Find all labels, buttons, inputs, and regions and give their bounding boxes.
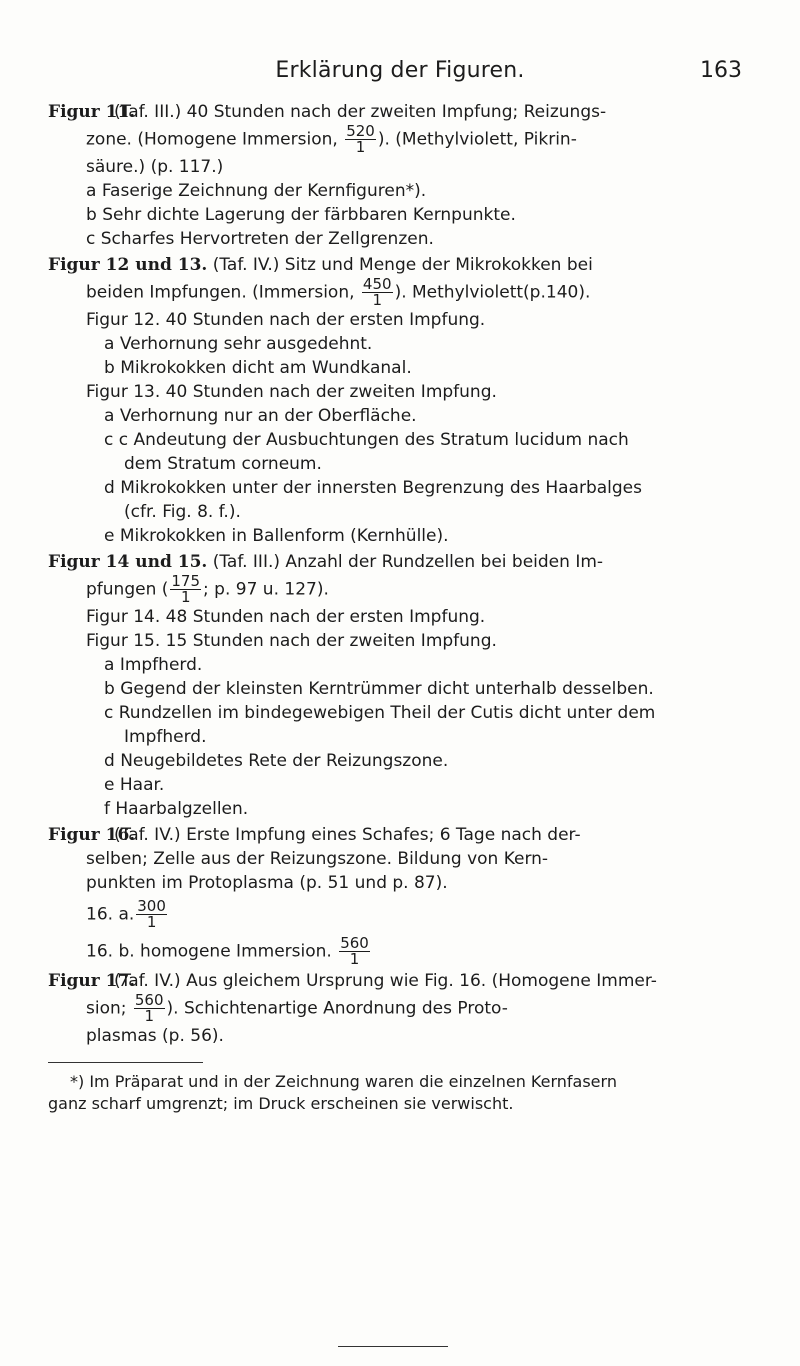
list-item-continuation: (cfr. Fig. 8. f.).: [124, 502, 241, 522]
fraction-denominator: 1: [146, 913, 157, 931]
list-item-continuation: Impfherd.: [124, 727, 207, 747]
entry-figur-14-15: [48, 550, 738, 821]
entry-figur-12-13: [48, 253, 738, 548]
entry-line: [48, 253, 738, 277]
list-item-continuation: dem Stratum corneum.: [124, 454, 322, 474]
list-item: c Rundzellen im bindegewebigen Theil der Cutis dicht unter dem: [104, 703, 656, 723]
figure-label: Figur 11.: [48, 102, 136, 122]
fraction-numerator: 520: [346, 122, 375, 140]
entry-text: sion;: [86, 998, 132, 1019]
entry-text: ; p. 97 u. 127).: [203, 579, 329, 600]
magnification-fraction: [134, 993, 165, 1024]
page-header: [0, 58, 800, 88]
entry-text: (Taf. IV.) Sitz und Menge der Mikrokokken bei: [212, 255, 593, 275]
fraction-denominator: 1: [372, 291, 383, 309]
subfigure-line: [86, 936, 738, 967]
fraction-denominator: 1: [349, 950, 360, 968]
entry-line: (Taf. IV.) Erste Impfung eines Schafes; 6 Tage nach der-: [114, 825, 581, 845]
figure-label: Figur 17.: [48, 971, 136, 991]
figure-label: Figur 12 und 13.: [48, 255, 208, 275]
entry-line: [86, 124, 738, 155]
list-item: b Mikrokokken dicht am Wundkanal.: [104, 358, 412, 378]
entry-line: (Taf. III.) 40 Stunden nach der zweiten Impfung; Reizungs-: [114, 102, 607, 122]
subfigure-title: Figur 12. 40 Stunden nach der ersten Impfung.: [86, 310, 486, 330]
footnote: [48, 1071, 738, 1115]
fraction-numerator: 560: [340, 934, 369, 952]
list-item: b Sehr dichte Lagerung der färbbaren Kernpunkte.: [86, 205, 516, 225]
entry-text: beiden Impfungen. (Immersion,: [86, 282, 360, 303]
subfigure-title: Figur 15. 15 Stunden nach der zweiten Impfung.: [86, 631, 497, 651]
figure-explanations: [48, 100, 738, 1115]
list-item: c Scharfes Hervortreten der Zellgrenzen.: [86, 229, 434, 249]
page-number: 163: [700, 58, 742, 83]
entry-text: ). Schichtenartige Anordnung des Proto-: [166, 998, 508, 1019]
magnification-fraction: [170, 574, 201, 605]
list-item: a Impfherd.: [104, 655, 203, 675]
subfigure-label: 16. a.: [86, 904, 135, 925]
entry-figur-16: [48, 823, 738, 967]
footnote-line: ganz scharf umgrenzt; im Druck erscheinen sie verwischt.: [48, 1094, 514, 1113]
fraction-numerator: 450: [362, 275, 392, 293]
subfigure-title: Figur 14. 48 Stunden nach der ersten Impfung.: [86, 607, 486, 627]
entry-line: säure.) (p. 117.): [86, 157, 224, 177]
subfigure-label: 16. b. homogene Immersion.: [86, 941, 332, 962]
entry-line: selben; Zelle aus der Reizungszone. Bildung von Kern-: [86, 849, 549, 869]
entry-line: punkten im Protoplasma (p. 51 und p. 87).: [86, 873, 448, 893]
figure-label: Figur 16.: [48, 825, 136, 845]
entry-line: (Taf. IV.) Aus gleichem Ursprung wie Fig. 16. (Homogene Immer-: [114, 971, 657, 991]
list-item: f Haarbalgzellen.: [104, 799, 249, 819]
subfigure-line: [86, 899, 738, 930]
entry-text: pfungen (: [86, 579, 169, 600]
fraction-numerator: 300: [137, 897, 166, 915]
entry-line: [86, 277, 738, 308]
bottom-rule: [338, 1346, 448, 1347]
entry-line: [86, 993, 738, 1024]
list-item: e Mikrokokken in Ballenform (Kernhülle).: [104, 526, 449, 546]
list-item: c c Andeutung der Ausbuchtungen des Stratum lucidum nach: [104, 430, 629, 450]
fraction-denominator: 1: [180, 588, 191, 606]
subfigure-title: Figur 13. 40 Stunden nach der zweiten Impfung.: [86, 382, 497, 402]
entry-figur-11: [48, 100, 738, 251]
fraction-denominator: 1: [355, 138, 366, 156]
footnote-separator: [48, 1062, 203, 1063]
entry-figur-17: [48, 969, 738, 1048]
magnification-fraction: [362, 277, 393, 308]
entry-line: plasmas (p. 56).: [86, 1026, 224, 1046]
running-title: Erklärung der Figuren.: [275, 58, 525, 83]
entry-line: [86, 574, 738, 605]
fraction-denominator: 1: [144, 1007, 154, 1025]
fraction-numerator: 560: [134, 991, 164, 1009]
list-item: d Mikrokokken unter der innersten Begrenzung des Haarbalges: [104, 478, 642, 498]
fraction-numerator: 175: [171, 572, 201, 590]
list-item: d Neugebildetes Rete der Reizungszone.: [104, 751, 449, 771]
list-item: a Faserige Zeichnung der Kernfiguren*).: [86, 181, 427, 201]
magnification-fraction: [136, 899, 167, 930]
magnification-fraction: [339, 936, 370, 967]
list-item: a Verhornung sehr ausgedehnt.: [104, 334, 373, 354]
magnification-fraction: [345, 124, 376, 155]
list-item: b Gegend der kleinsten Kerntrümmer dicht unterhalb desselben.: [104, 679, 654, 699]
entry-text: zone. (Homogene Immersion,: [86, 129, 344, 150]
entry-text: ). Methylviolett(p.140).: [394, 282, 591, 303]
entry-text: ). (Methylviolett, Pikrin-: [377, 129, 577, 150]
list-item: e Haar.: [104, 775, 165, 795]
entry-line: [48, 550, 738, 574]
footnote-line: *) Im Präparat und in der Zeichnung waren die einzelnen Kernfasern: [70, 1072, 617, 1091]
list-item: a Verhornung nur an der Oberfläche.: [104, 406, 417, 426]
entry-text: (Taf. III.) Anzahl der Rundzellen bei beiden Im-: [212, 552, 604, 572]
figure-label: Figur 14 und 15.: [48, 552, 208, 572]
